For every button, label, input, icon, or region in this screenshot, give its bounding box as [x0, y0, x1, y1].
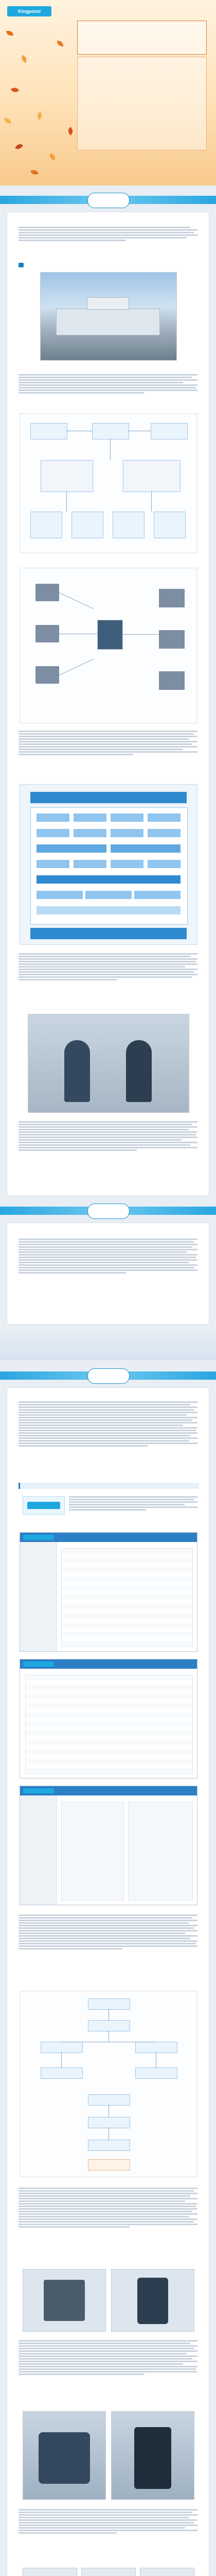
- module-cell: [73, 828, 107, 838]
- module-cell: [134, 890, 181, 900]
- architecture-layer: [30, 792, 187, 803]
- section-banner: [0, 1200, 216, 1221]
- diagram-node: [71, 512, 103, 538]
- divider-band: [0, 1329, 216, 1360]
- device-image: [35, 666, 59, 684]
- device-image: [159, 630, 185, 649]
- module-cell: [110, 828, 144, 838]
- article-body: [19, 1400, 197, 1478]
- product-photo: [23, 2411, 106, 2500]
- device-image: [159, 671, 185, 690]
- flow-node: [88, 2020, 130, 2031]
- slogan: [77, 152, 206, 174]
- product-logo: [23, 1496, 65, 1515]
- article-body: [19, 2508, 197, 2560]
- equipment-photo: [140, 2568, 194, 2576]
- building-photo: [40, 272, 177, 361]
- software-screenshot: [20, 1786, 197, 1905]
- network-diagram: [20, 413, 197, 553]
- leaf-decoration: [48, 153, 57, 161]
- leaf-decoration: [56, 40, 64, 46]
- software-screenshot: [20, 1532, 197, 1652]
- flow-node: [41, 2067, 83, 2079]
- article-intro: [19, 226, 197, 248]
- flow-node: [88, 2094, 130, 2106]
- device-image: [35, 584, 59, 601]
- article-body: [19, 2339, 197, 2401]
- article-body: [19, 952, 197, 1004]
- event-photo: [28, 1014, 189, 1113]
- diagram-node: [151, 423, 188, 439]
- module-cell: [73, 813, 107, 822]
- diagram-node: [123, 460, 181, 492]
- device-photo: [23, 2269, 106, 2332]
- leaf-decoration: [30, 170, 38, 175]
- subsection-bar: [19, 1483, 199, 1489]
- device-flow-diagram: [20, 568, 197, 723]
- module-cell: [147, 813, 181, 822]
- section-title: [87, 1368, 130, 1384]
- diagram-node: [41, 460, 93, 492]
- module-cell: [110, 844, 181, 853]
- leaf-decoration: [15, 142, 23, 151]
- article-body: [19, 1120, 197, 1182]
- process-flowchart: [20, 1991, 197, 2177]
- module-cell: [147, 828, 181, 838]
- flow-node: [88, 2117, 130, 2128]
- article-body: [69, 1495, 197, 1521]
- diagram-node: [154, 512, 186, 538]
- diagram-node: [30, 423, 67, 439]
- software-screenshot: [20, 1659, 197, 1778]
- module-cell: [36, 906, 181, 915]
- module-cell: [36, 890, 83, 900]
- equipment-photo: [23, 2568, 77, 2576]
- article-body: [19, 373, 197, 409]
- diagram-edge: [110, 438, 111, 460]
- section-banner: [0, 190, 216, 210]
- leaf-decoration: [6, 31, 13, 36]
- article-body: [19, 1913, 197, 1980]
- server-image: [97, 620, 123, 650]
- module-cell: [147, 859, 181, 869]
- header-banner: [0, 0, 216, 185]
- diagram-node: [113, 512, 145, 538]
- article-body: [19, 2187, 197, 2259]
- brand-logo: Kingpenol: [7, 6, 51, 16]
- leaf-decoration: [36, 111, 43, 120]
- section-banner: [0, 1365, 216, 1386]
- diagram-node: [30, 512, 62, 538]
- module-cell: [36, 875, 181, 884]
- module-cell: [36, 828, 70, 838]
- table-of-contents: [77, 57, 207, 150]
- module-cell: [73, 859, 107, 869]
- module-cell: [85, 890, 132, 900]
- flow-node: [88, 2159, 130, 2171]
- article-body: [19, 730, 197, 776]
- leaf-decoration: [20, 55, 29, 63]
- equipment-photo: [81, 2568, 136, 2576]
- device-image: [35, 625, 59, 642]
- architecture-layer: [30, 928, 187, 939]
- module-cell: [36, 813, 70, 822]
- flow-node: [135, 2067, 177, 2079]
- device-photo: [111, 2269, 194, 2332]
- issue-info-box: [77, 21, 207, 55]
- module-cell: [110, 859, 144, 869]
- flow-node: [135, 2042, 177, 2053]
- diagram-edge: [59, 592, 94, 609]
- system-architecture: [20, 784, 197, 945]
- leaf-decoration: [4, 118, 11, 124]
- diagram-edge: [59, 659, 94, 675]
- article-tag: [19, 263, 24, 267]
- diagram-edge: [66, 491, 67, 512]
- module-cell: [36, 859, 70, 869]
- section-title: [87, 1204, 130, 1219]
- diagram-edge: [122, 634, 159, 635]
- device-image: [159, 589, 185, 607]
- module-cell: [110, 813, 144, 822]
- flow-edge: [61, 2052, 62, 2067]
- diagram-edge: [151, 491, 152, 512]
- leaf-decoration: [11, 87, 19, 93]
- product-photo: [111, 2411, 194, 2500]
- section-panel: [7, 212, 209, 1195]
- leaf-decoration: [67, 127, 75, 135]
- section-panel: [7, 1388, 209, 2576]
- architecture-body: [30, 807, 188, 925]
- diagram-node: [92, 423, 129, 439]
- section-panel: [7, 1223, 209, 1324]
- flow-node: [88, 2140, 130, 2151]
- module-cell: [36, 844, 107, 853]
- flow-node: [41, 2042, 83, 2053]
- article-body: [19, 1238, 197, 1315]
- flow-node: [88, 1998, 130, 2010]
- section-title: [87, 193, 130, 208]
